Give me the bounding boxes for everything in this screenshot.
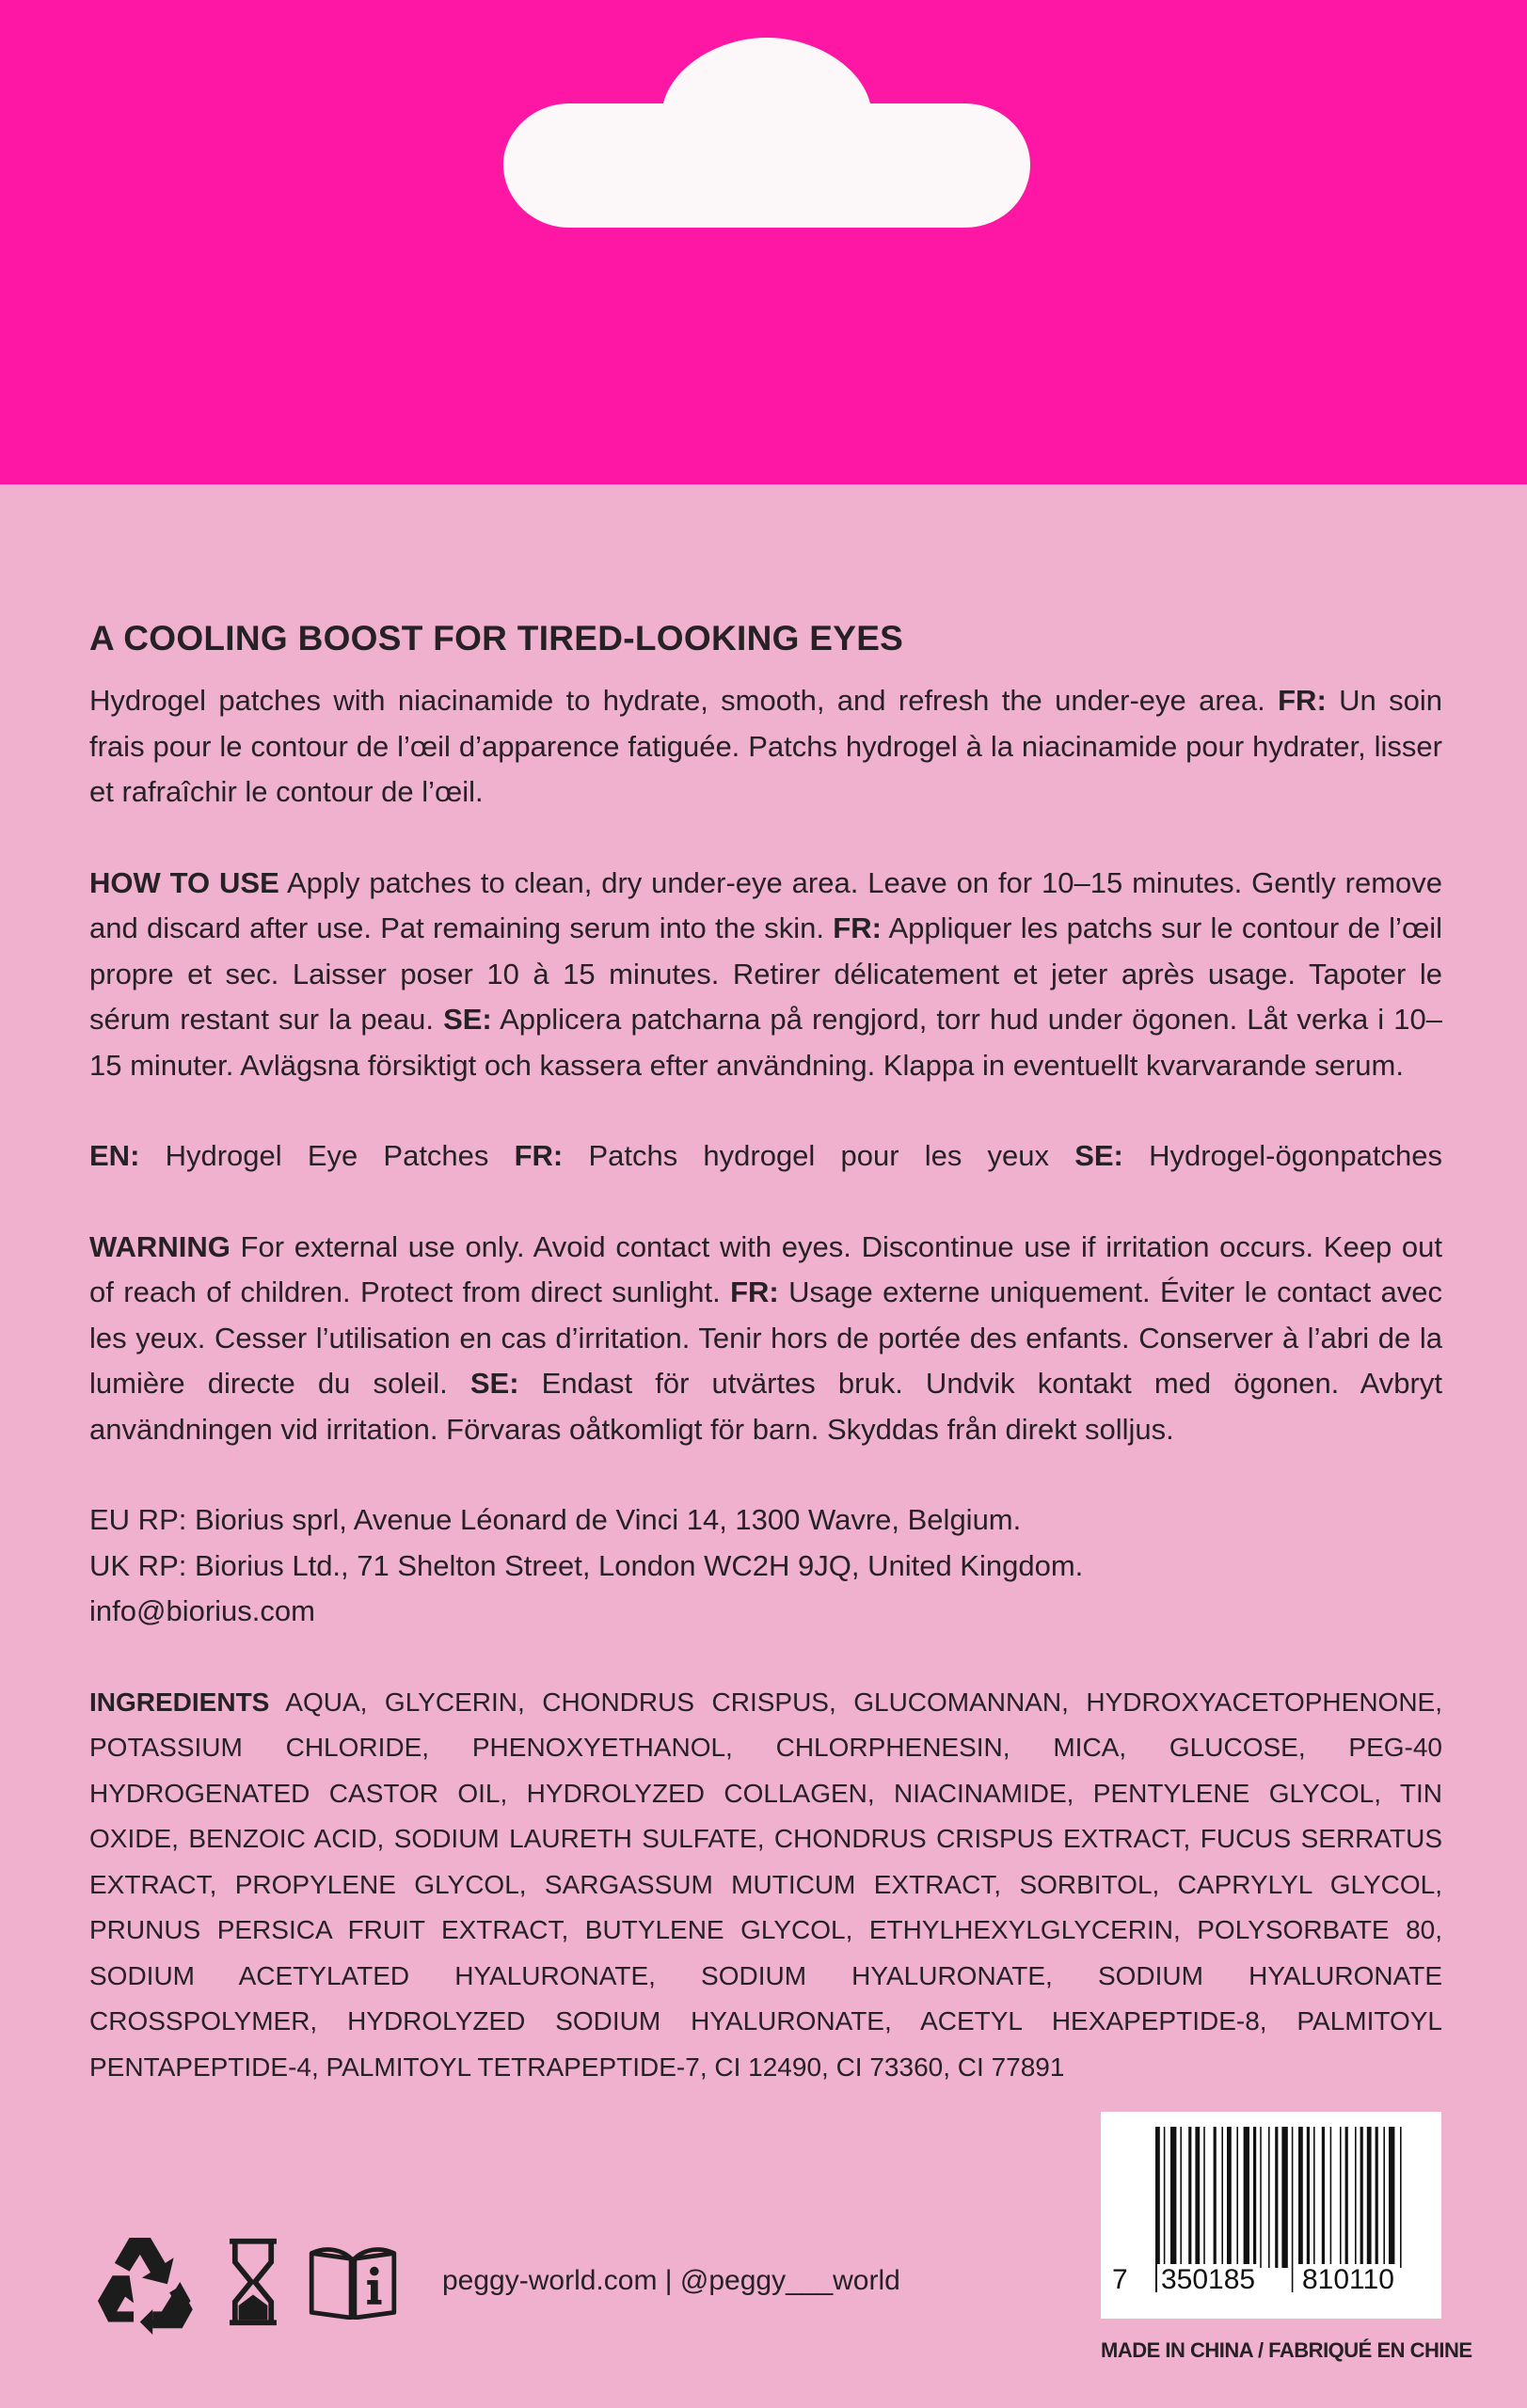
barcode-bar (1281, 2127, 1287, 2268)
barcode-bar (1355, 2127, 1357, 2268)
barcode-bar (1203, 2127, 1205, 2268)
social-links: peggy-world.com | @peggy___world (442, 2265, 900, 2296)
book-info-icon (308, 2244, 398, 2320)
barcode-left-group: 350185 (1157, 2264, 1259, 2296)
warning-se: Endast för utvärtes bruk. Undvik kontakt med ögonen. Avbryt användningen vid irritation. Förvaras oåtkomligt för barn. Skyddas från direkt solljus. (89, 1367, 1442, 1446)
barcode-bar (1389, 2127, 1394, 2268)
barcode-bar (1253, 2127, 1256, 2268)
barcode-first-digit: 7 (1108, 2264, 1132, 2296)
hourglass-icon (226, 2237, 280, 2327)
responsible-persons (89, 1497, 1442, 1635)
contact-email: info@biorius.com (89, 1594, 315, 1628)
warning-en: For external use only. Avoid contact with eyes. Discontinue use if irritation occurs. Keep out of reach of children. Protect from direct sunlight. (89, 1229, 1442, 1309)
pink-header-band (0, 0, 1527, 484)
ingredients-list: AQUA, GLYCERIN, CHONDRUS CRISPUS, GLUCOMANNAN, HYDROXYACETOPHENONE, POTASSIUM CHLORIDE, PHENOXYETHANOL, CHLORPHENESIN, MICA, GLUCOSE, PEG-40 HYDROGENATED CASTOR OIL, HYDROLYZED COLLAGEN, NIACINAMIDE, PENTYLENE GLYCOL, TIN OXIDE, BENZOIC ACID, SODIUM LAURETH SULFATE, CHONDRUS CRISPUS EXTRACT, FUCUS SERRATUS EXTRACT, PROPYLENE GLYCOL, SARGASSUM MUTICUM EXTRACT, SORBITOL, CAPRYLYL GLYCOL, PRUNUS PERSICA FRUIT EXTRACT, BUTYLENE GLYCOL, ETHYLHEXYLGLYCERIN, POLYSORBATE 80, SODIUM ACETYLATED HYALURONATE, SODIUM HYALURONATE, SODIUM HYALURONATE CROSSPOLYMER, HYDROLYZED SODIUM HYALURONATE, ACETYL HEXAPEPTIDE-8, PALMITOYL PENTAPEPTIDE-4, PALMITOYL TETRAPEPTIDE-7, CI 12490, CI 73360, CI 77891 (89, 1687, 1442, 2082)
barcode-bar (1214, 2127, 1217, 2268)
how-to-use-fr: Appliquer les patchs sur le contour de l’œil propre et sec. Laisser poser 10 à 15 minutes. Retirer délicatement et jeter après usage. Tapoter le sérum restant sur la peau. (89, 911, 1442, 1037)
barcode (1101, 2112, 1441, 2319)
barcode-bar (1188, 2127, 1191, 2268)
how-to-use-se-label: SE: (443, 1003, 492, 1037)
intro-en: Hydrogel patches with niacinamide to hydrate, smooth, and refresh the under-eye area. (89, 684, 1265, 718)
how-to-use-se: Applicera patcharna på rengjord, torr hud under ögonen. Låt verka i 10–15 minuter. Avlägsna försiktigt och kassera efter användning. Klappa in eventuellt kvarvarande serum. (89, 1003, 1442, 1082)
barcode-bar (1164, 2127, 1166, 2268)
product-name-fr-label: FR: (514, 1139, 564, 1173)
hang-hole (503, 38, 1030, 235)
uk-rp-line: UK RP: Biorius Ltd., 71 Shelton Street, London WC2H 9JQ, United Kingdom. (89, 1548, 1084, 1582)
how-to-use-label: HOW TO USE (89, 865, 279, 899)
product-names-line (89, 1133, 1442, 1180)
warning-label: WARNING (89, 1229, 231, 1263)
barcode-bar (1275, 2127, 1278, 2268)
made-in-label: MADE IN CHINA / FABRIQUÉ EN CHINE (1101, 2338, 1472, 2362)
barcode-bar (1322, 2127, 1325, 2268)
barcode-bar (1330, 2127, 1332, 2268)
intro-fr-label: FR: (1278, 684, 1327, 718)
product-name-se: Hydrogel-ögonpatches (1149, 1139, 1442, 1173)
product-name-en-label: EN: (89, 1139, 140, 1173)
barcode-bar (1236, 2127, 1238, 2268)
barcode-bar (1221, 2127, 1223, 2268)
warning-fr: Usage externe uniquement. Éviter le contact avec les yeux. Cesser l’utilisation en cas d’irritation. Tenir hors de portée des enfants. Conserver à l’abri de la lumière directe du soleil. (89, 1275, 1442, 1401)
headline: A COOLING BOOST FOR TIRED-LOOKING EYES (89, 619, 904, 657)
barcode-bar (1227, 2127, 1232, 2268)
ingredients-paragraph (89, 1680, 1442, 2091)
barcode-bar (1292, 2127, 1294, 2292)
barcode-bar (1313, 2127, 1315, 2268)
barcode-bar (1268, 2127, 1270, 2268)
warning-fr-label: FR: (730, 1275, 779, 1309)
barcode-right-group: 810110 (1298, 2264, 1398, 2296)
barcode-bar (1298, 2127, 1303, 2268)
how-to-use-fr-label: FR: (833, 911, 882, 945)
barcode-bar (1180, 2127, 1182, 2268)
how-to-use-paragraph (89, 861, 1442, 1089)
barcode-bar (1340, 2127, 1342, 2268)
warning-paragraph (89, 1225, 1442, 1453)
product-copy (89, 616, 1442, 2135)
barcode-bar (1260, 2127, 1262, 2268)
barcode-bar (1244, 2127, 1249, 2268)
intro-fr: Un soin frais pour le contour de l’œil d’apparence fatiguée. Patchs hydrogel à la niacinamide pour hydrater, lisser et rafraîchir le contour de l’œil. (89, 684, 1442, 809)
barcode-bar (1376, 2127, 1378, 2268)
product-name-se-label: SE: (1074, 1139, 1123, 1173)
barcode-bar (1360, 2127, 1363, 2268)
product-name-en: Hydrogel Eye Patches (165, 1139, 489, 1173)
recycle-icon (89, 2229, 195, 2335)
barcode-bar (1400, 2127, 1402, 2268)
eu-rp-line: EU RP: Biorius sprl, Avenue Léonard de Vinci 14, 1300 Wavre, Belgium. (89, 1503, 1022, 1537)
barcode-bar (1383, 2127, 1385, 2268)
barcode-bar (1307, 2127, 1310, 2268)
barcode-bar (1170, 2127, 1176, 2268)
how-to-use-en: Apply patches to clean, dry under-eye area. Leave on for 10–15 minutes. Gently remove and discard after use. Pat remaining serum into the skin. (89, 865, 1443, 945)
product-name-fr: Patchs hydrogel pour les yeux (588, 1139, 1049, 1173)
warning-se-label: SE: (469, 1367, 519, 1401)
barcode-bar (1195, 2127, 1200, 2268)
ingredients-label: INGREDIENTS (89, 1687, 270, 1717)
intro-paragraph (89, 678, 1442, 816)
barcode-bar (1367, 2127, 1372, 2268)
barcode-bar (1345, 2127, 1348, 2268)
